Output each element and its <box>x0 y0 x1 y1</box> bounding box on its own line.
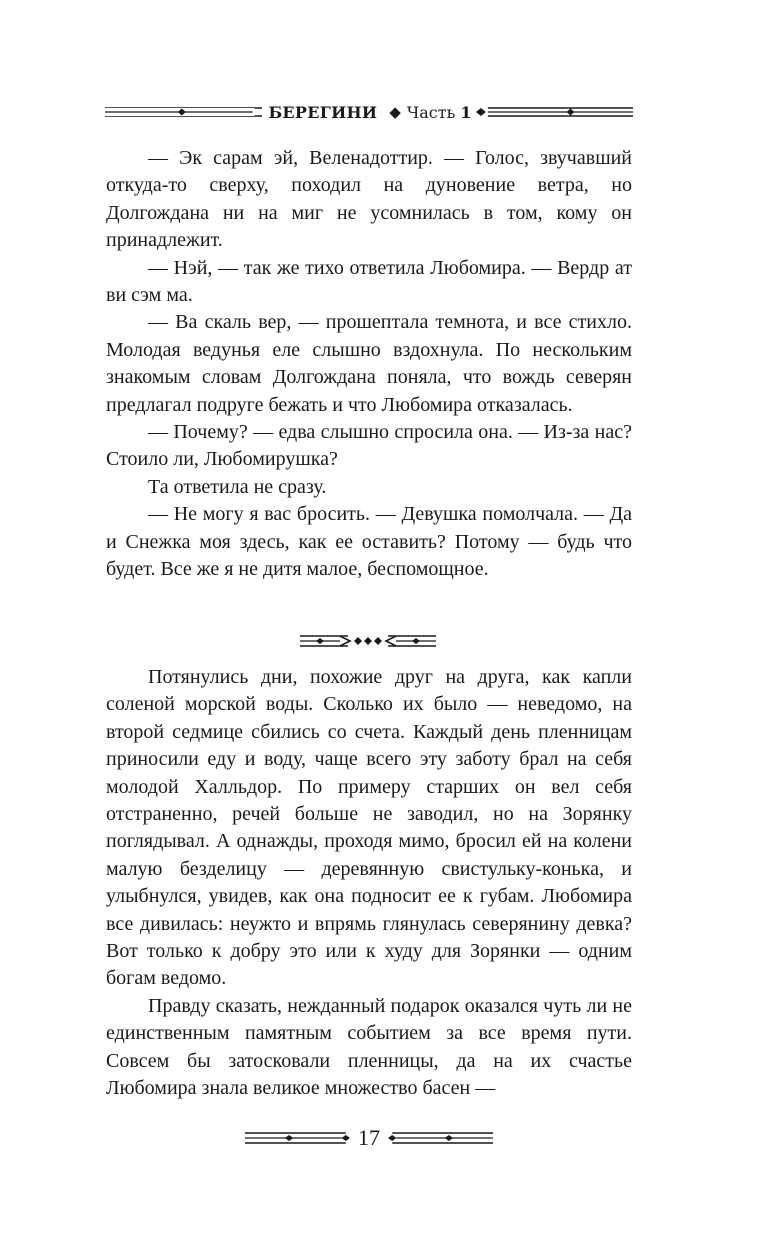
section-divider-ornament <box>300 632 436 650</box>
paragraph: — Не могу я вас бросить. — Девушка помолчала. — Да и Снежка моя здесь, как ее оставить? Потому — будь что будет. Все же я не дитя малое, беспомощное. <box>106 503 632 581</box>
running-header <box>105 100 633 124</box>
paragraph: — Почему? — едва слышно спросила она. — Из-за нас? Стоило ли, Любомирушка? <box>106 421 632 471</box>
paragraph: Потянулись дни, похожие друг на друга, как капли соленой морской воды. Сколько их было — неведомо, на второй седмице сбились со счета. Каждый день пленницам приносили еду и воду, чаще всего эту заботу брал на себя молодой Халльдор. По примеру старших он вел себя отстраненно, речей больше не заводил, но на Зорянку поглядывал. А однажды, проходя мимо, бросил ей на колени малую безделицу — деревянную свистульку-конька, и улыбнулся, увидев, как она подносит ее к губам. Любомира все дивилась: неужто и впрямь глянулась северянину девка? Вот только к добру это или к худу для Зорянки — одним богам ведомо. <box>106 666 632 990</box>
paragraph: — Эк сарам эй, Веленадоттир. — Голос, звучавший откуда-то сверху, походил на дуновение ветра, но Долгождана ни на миг не усомнилась в том, кому он принадлежит. <box>106 147 632 252</box>
paragraph: Та ответила не сразу. <box>148 475 327 498</box>
part-label: Часть 1 <box>406 102 472 122</box>
paragraph: — Ва скаль вер, — прошептала темнота, и все стихло. Молодая ведунья еле слышно вздохнула. По нескольким знакомым словам Долгождана поняла, что вождь северян предлагал подруге бежать и что Любомира отказалась. <box>106 311 632 416</box>
footer-rule-left <box>245 1130 350 1146</box>
part-number: 1 <box>460 102 472 122</box>
text-block-bottom <box>106 664 632 1103</box>
paragraph: Правду сказать, нежданный подарок оказался чуть ли не единственным памятным событием за все время пути. Совсем бы затосковали пленницы, да на их счастье Любомира знала великое множество басен — <box>106 994 632 1100</box>
paragraph: — Нэй, — так же тихо ответила Любомира. — Вердр ат ви сэм ма. <box>106 256 632 307</box>
text-block-top <box>106 145 632 584</box>
diamond-separator-icon: ◆ <box>389 103 401 121</box>
header-rule-right <box>476 103 633 121</box>
page-footer <box>245 1124 493 1152</box>
footer-rule-right <box>388 1130 493 1146</box>
page-number: 17 <box>358 1125 380 1150</box>
header-rule-left <box>105 103 262 121</box>
book-title: БЕРЕГИНИ <box>268 102 378 122</box>
